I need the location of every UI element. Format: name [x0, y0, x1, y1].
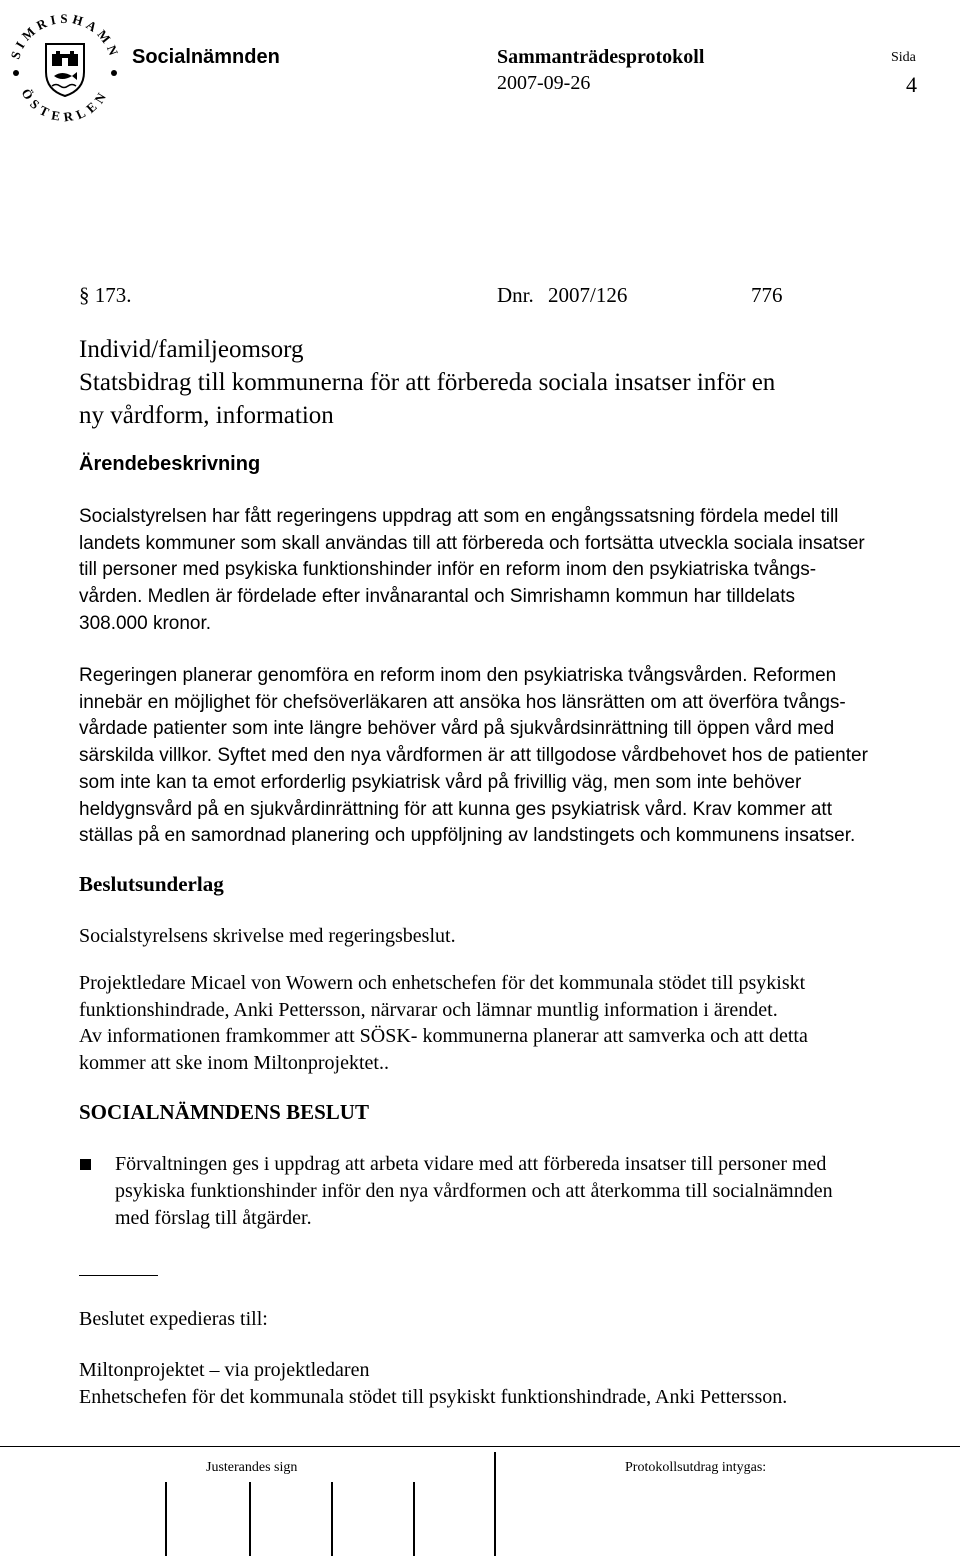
text-line: vården. Medlen är fördelade efter invånarantal och Simrishamn kommun har tilldelats: [79, 586, 796, 608]
heading-line: Individ/familjeomsorg: [79, 336, 304, 363]
signature-label: Justerandes sign: [206, 1460, 298, 1475]
page-number: 4: [906, 72, 917, 97]
text-line: Regeringen planerar genomföra en reform inom den psykiatriska tvångsvården. Reformen: [79, 665, 837, 686]
certification-label: Protokollsutdrag intygas:: [625, 1460, 767, 1475]
description-paragraph-2: [79, 663, 949, 850]
dnr-value: 2007/126: [548, 283, 628, 307]
text-line: Socialstyrelsen har fått regeringens uppdrag att som en engångssatsning fördela medel till: [79, 506, 839, 527]
signature-box-divider: [413, 1482, 415, 1556]
signature-box-divider: [331, 1482, 333, 1556]
text-line: till personer med psykiska funktionshinder inför en reform inom den psykiatriska tvångs-: [79, 559, 817, 581]
section-title-arendebeskrivning: Ärendebeskrivning: [79, 453, 261, 475]
signature-box-divider: [249, 1482, 251, 1556]
dnr-label: Dnr.: [497, 283, 534, 307]
decision-bullet-text: [115, 1151, 945, 1232]
text-line: innebär en möjlighet för chefsöverläkaren att ansöka hos länsrätten om att överföra tvångs-: [79, 691, 846, 713]
heading-line: ny vårdform, information: [79, 402, 334, 429]
svg-text:SIMRISHAMN: SIMRISHAMN: [7, 10, 123, 61]
basis-paragraph-2: [79, 970, 949, 1077]
section-title-decision: SOCIALNÄMNDENS BESLUT: [79, 1100, 369, 1124]
text-line: Projektledare Micael von Wowern och enhetschefen för det kommunala stödet till psykiskt: [79, 972, 806, 994]
dnr-code: 776: [751, 283, 783, 307]
paragraph-number: § 173.: [79, 283, 132, 307]
text-line: Förvaltningen ges i uppdrag att arbeta vidare med att förbereda insatser till personer med: [115, 1153, 827, 1175]
text-line: Beslutet expedieras till:: [79, 1308, 268, 1330]
text-line: landets kommuner som skall användas till att förbereda och fortsätta utveckla sociala insatser: [79, 532, 865, 554]
distribution-title: [79, 1306, 949, 1333]
bullet-square-icon: [80, 1159, 91, 1170]
text-line: kommer att ske inom Miltonprojektet..: [79, 1052, 389, 1075]
text-line: som inte kan ta emot erforderlig psykiatrisk vård på frivillig väg, men som inte behöver: [79, 771, 802, 793]
recipient-item: Enhetschefen för det kommunala stödet till psykiskt funktionshindrade, Anki Pettersson.: [79, 1385, 788, 1408]
organization-name: Socialnämnden: [132, 46, 280, 68]
basis-paragraph-1: [79, 923, 949, 950]
distribution-list: [79, 1357, 949, 1410]
separator-line: [79, 1275, 158, 1276]
heading-line: Statsbidrag till kommunerna för att förbereda sociala insatser inför en: [79, 369, 776, 396]
signature-box-divider: [165, 1482, 167, 1556]
text-line: särskilda villkor. Syftet med den nya vårdformen är att tillgodose vårdbehovet hos de patienter: [79, 745, 868, 767]
text-line: Av informationen framkommer att SÖSK- kommunerna planerar att samverka och att detta: [79, 1025, 808, 1048]
document-type: Sammanträdesprotokoll: [497, 46, 705, 68]
meeting-date: 2007-09-26: [497, 72, 591, 94]
text-line: funktionshindrade, Anki Pettersson, närvarar och lämnar muntlig information i ärendet.: [79, 998, 778, 1021]
section-title-beslutsunderlag: Beslutsunderlag: [79, 872, 224, 896]
footer-rule: [0, 1446, 960, 1447]
municipal-coat-of-arms-logo: [4, 4, 126, 126]
recipient-item: Miltonprojektet – via projektledaren: [79, 1359, 370, 1381]
text-line: 308.000 kronor.: [79, 612, 212, 634]
text-line: psykiska funktionshinder inför den nya vårdformen och att återkomma till socialnämnden: [115, 1180, 833, 1202]
text-line: med förslag till åtgärder.: [115, 1207, 312, 1229]
signature-box-divider: [494, 1452, 496, 1556]
text-line: ställas på en samordnad planering och uppföljning av landstingets och kommunens insatser.: [79, 825, 856, 847]
svg-text:ÖSTERLEN: ÖSTERLEN: [18, 85, 112, 125]
text-line: vårdade patienter som inte längre behöver vård på sjukvårdsinrättning till öppen vård med: [79, 718, 835, 740]
text-line: heldygnsvård på en sjukvårdinrättning för att kunna ges psykiatrisk vård. Krav kommer att: [79, 798, 832, 820]
description-paragraph-1: [79, 504, 949, 638]
text-line: Socialstyrelsens skrivelse med regeringsbeslut.: [79, 925, 456, 947]
case-heading: [79, 333, 939, 432]
page-label: Sida: [891, 50, 916, 65]
